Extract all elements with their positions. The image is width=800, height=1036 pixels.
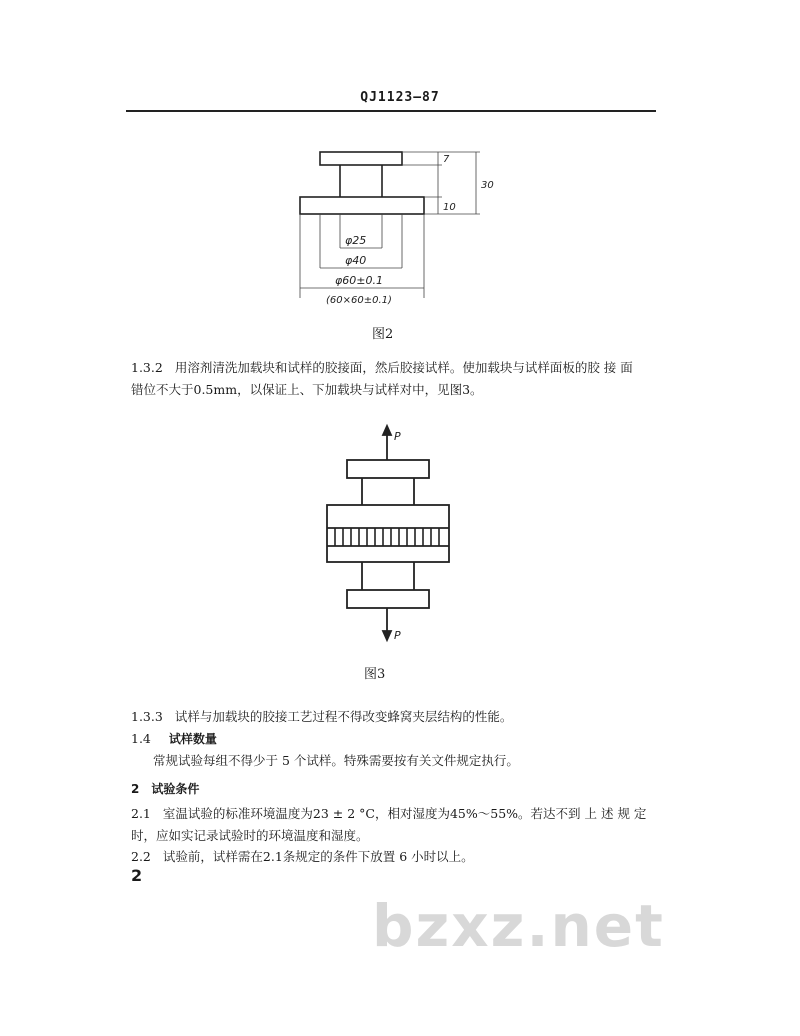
section-text: 室温试验的标准环境温度为23 ± 2 °C，相对湿度为45%～55%。若达不到 上 述 规 定: [162, 806, 647, 821]
fig2-top-plate: [320, 152, 402, 165]
section-1-3-3: [131, 706, 691, 728]
fig2-square-note: (60×60±0.1): [326, 295, 392, 306]
figure-3-drawing: [310, 422, 470, 652]
section-2-heading: [131, 778, 691, 800]
section-text-continued: 时，应如实记录试验时的环境温度和湿度。: [131, 828, 369, 843]
header-rule: [126, 110, 656, 112]
figure-2-drawing: [290, 140, 520, 310]
fig3-force-top: P: [394, 430, 401, 443]
section-number: 1.3.2: [131, 360, 163, 375]
fig2-dia-inner: φ25: [345, 234, 367, 247]
fig3-bottom-load-block: [347, 590, 429, 608]
section-text: 常规试验每组不得少于 5 个试样。特殊需要按有关文件规定执行。: [153, 753, 519, 768]
section-1-3-2: [131, 357, 691, 401]
fig2-dia-mid: φ40: [345, 254, 367, 267]
section-number: 2.2: [131, 849, 151, 864]
section-1-4: [131, 728, 691, 772]
section-number: 2: [131, 782, 140, 796]
fig3-force-bottom: P: [394, 629, 401, 642]
section-title: 试验条件: [151, 782, 200, 796]
section-text: 用溶剂清洗加载块和试样的胶接面，然后胶接试样。使加载块与试样面板的胶 接 面: [174, 360, 633, 375]
section-2-1: [131, 803, 691, 847]
section-title: 试样数量: [168, 732, 217, 746]
section-text: 试验前，试样需在2.1条规定的条件下放置 6 小时以上。: [162, 849, 474, 864]
section-text: 试样与加载块的胶接工艺过程不得改变蜂窝夹层结构的性能。: [174, 709, 513, 724]
page-number: 2: [131, 866, 143, 885]
figure-2-caption: 图2: [372, 327, 394, 342]
fig2-dim-bottom: 10: [443, 202, 456, 213]
section-2-2: [131, 846, 691, 868]
section-number: 1.4: [131, 731, 151, 746]
document-code: QJ1123—87: [360, 90, 440, 105]
fig2-base-plate: [300, 197, 424, 214]
section-number: 1.3.3: [131, 709, 163, 724]
section-text-continued: 错位不大于0.5mm，以保证上、下加载块与试样对中，见图3。: [131, 382, 483, 397]
watermark: bzxz.net: [372, 892, 665, 960]
section-number: 2.1: [131, 806, 151, 821]
figure-3-caption: 图3: [364, 667, 386, 682]
fig3-top-load-block: [347, 460, 429, 478]
fig2-dia-outer: φ60±0.1: [335, 274, 383, 287]
fig3-honeycomb-core: [335, 528, 439, 546]
fig2-dim-total: 30: [481, 180, 494, 191]
fig2-dim-top: 7: [443, 154, 450, 165]
